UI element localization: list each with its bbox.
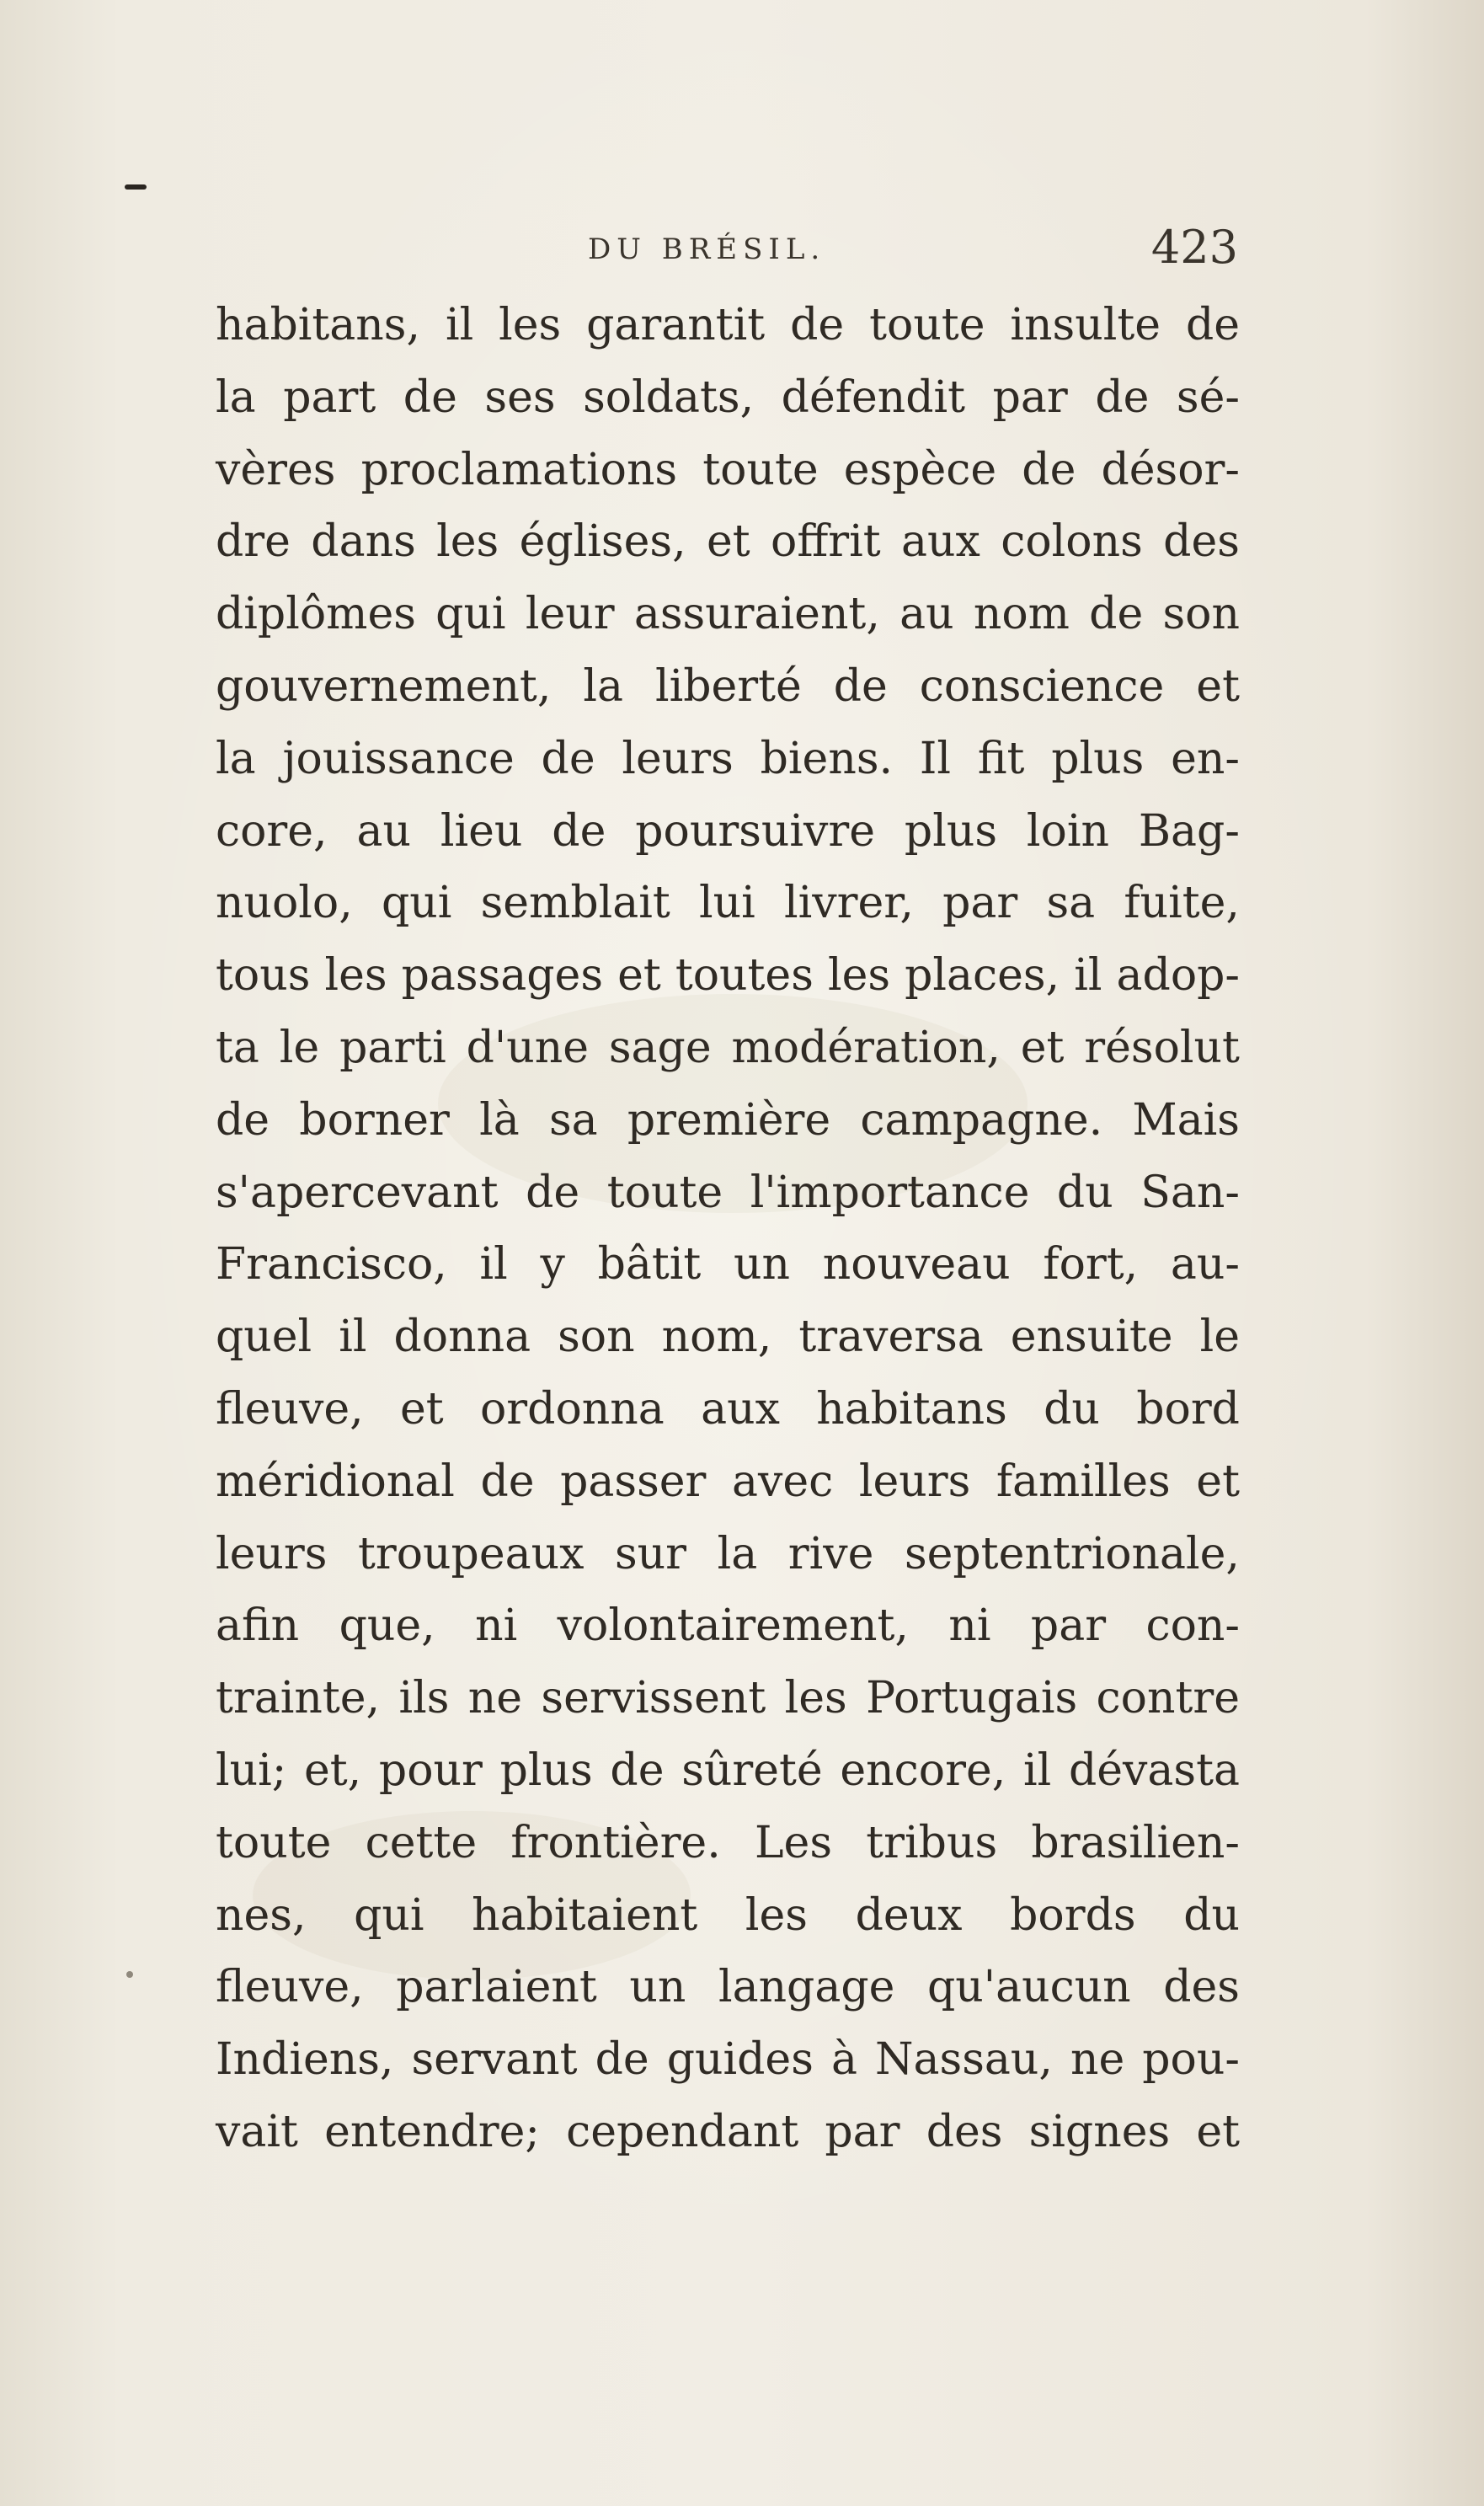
word: ne xyxy=(467,1673,523,1724)
word: pou- xyxy=(1142,2034,1240,2086)
word: avec xyxy=(731,1456,834,1507)
word: sé- xyxy=(1176,371,1240,423)
word: trainte, xyxy=(216,1673,381,1724)
word: les xyxy=(499,300,562,350)
word: contre xyxy=(1096,1673,1240,1724)
word: il xyxy=(1022,1745,1052,1796)
word: Francisco, xyxy=(216,1239,447,1290)
word: cette xyxy=(365,1817,478,1868)
word: ni xyxy=(948,1600,991,1652)
word: et xyxy=(617,950,661,1002)
word: leur xyxy=(525,589,615,640)
word: sûreté xyxy=(681,1745,823,1796)
word: défendit xyxy=(781,371,966,423)
word: guides xyxy=(666,2034,814,2086)
word: de xyxy=(552,805,606,857)
word: de xyxy=(1022,444,1076,495)
text-line xyxy=(216,1952,1240,2024)
text-line xyxy=(216,435,1240,507)
word: l'importance xyxy=(750,1167,1030,1218)
word: tous xyxy=(216,950,311,1002)
word: qu'aucun xyxy=(927,1962,1131,2013)
word: des xyxy=(1163,516,1240,568)
word: deux xyxy=(855,1889,963,1941)
word: de xyxy=(595,2034,649,2086)
word: en- xyxy=(1171,733,1240,784)
word: de xyxy=(403,371,457,423)
page-header xyxy=(217,221,1238,276)
word: espèce xyxy=(843,444,997,495)
text-line xyxy=(216,1013,1240,1085)
word: de xyxy=(216,1094,270,1146)
word: Indiens, xyxy=(216,2034,394,2086)
word: ta xyxy=(216,1022,259,1073)
word: nom, xyxy=(661,1312,772,1363)
word: ensuite xyxy=(1010,1312,1173,1363)
word: toute xyxy=(869,300,985,350)
word: de xyxy=(1095,371,1150,423)
word: nom xyxy=(973,589,1070,640)
word: les xyxy=(827,950,891,1002)
word: par xyxy=(1030,1600,1107,1652)
word: y xyxy=(540,1239,565,1290)
word: places, xyxy=(905,950,1060,1002)
word: son xyxy=(1162,589,1240,640)
word: toutes xyxy=(675,950,814,1002)
word: sur xyxy=(614,1528,687,1579)
word: méridional xyxy=(216,1456,455,1507)
word: il xyxy=(445,300,474,350)
running-head: DU BRÉSIL. xyxy=(588,232,826,266)
word: et xyxy=(399,1383,444,1435)
word: nouveau xyxy=(822,1239,1011,1290)
word: aux xyxy=(701,1383,780,1435)
word: frontière. xyxy=(510,1817,721,1868)
word: le xyxy=(279,1022,320,1073)
word: la xyxy=(216,371,256,423)
word: offrit xyxy=(771,516,881,568)
word: du xyxy=(1183,1889,1240,1941)
word: sa xyxy=(548,1094,598,1146)
word: sage xyxy=(608,1022,712,1073)
word: dans xyxy=(311,516,416,568)
word: églises, xyxy=(519,516,686,568)
word: ordonna xyxy=(480,1383,665,1435)
text-line xyxy=(216,1374,1240,1446)
word: biens. xyxy=(760,733,894,784)
word: dévasta xyxy=(1068,1745,1240,1796)
word: proclamations xyxy=(360,444,678,495)
word: afin xyxy=(216,1600,300,1652)
word: ils xyxy=(398,1673,450,1724)
text-line xyxy=(216,1446,1240,1519)
word: par xyxy=(825,2106,900,2157)
word: volontairement, xyxy=(557,1600,909,1652)
text-line xyxy=(216,506,1240,579)
word: s'apercevant xyxy=(216,1167,499,1218)
word: au- xyxy=(1170,1239,1240,1290)
word: qui xyxy=(381,878,452,929)
word: passages xyxy=(401,950,604,1002)
word: familles xyxy=(996,1456,1171,1507)
word: au xyxy=(356,805,411,857)
word: de xyxy=(480,1456,535,1507)
word: de xyxy=(1185,300,1240,350)
word: servissent xyxy=(541,1673,766,1724)
word: première xyxy=(627,1094,831,1146)
word: fuite, xyxy=(1124,878,1240,929)
text-line xyxy=(216,651,1240,724)
text-line xyxy=(216,290,1240,362)
word: là xyxy=(479,1094,520,1146)
word: langage xyxy=(718,1962,895,2013)
word: Bag- xyxy=(1138,805,1240,857)
word: liberté xyxy=(654,660,802,712)
word: d'une xyxy=(466,1022,589,1073)
word: jouissance xyxy=(282,733,515,784)
word: cependant xyxy=(566,2106,799,2157)
word: fleuve, xyxy=(216,1383,364,1435)
word: leurs xyxy=(622,733,734,784)
word: il xyxy=(479,1239,508,1290)
word: de xyxy=(541,733,595,784)
text-line xyxy=(216,1519,1240,1591)
word: vait xyxy=(216,2106,298,2157)
text-line xyxy=(216,579,1240,651)
word: du xyxy=(1056,1167,1113,1218)
word: qui xyxy=(354,1889,424,1941)
word: sa xyxy=(1046,878,1096,929)
word: encore, xyxy=(840,1745,1006,1796)
word: fleuve, xyxy=(216,1962,364,2013)
word: toute xyxy=(216,1817,332,1868)
word: tribus xyxy=(866,1817,998,1868)
word: désor- xyxy=(1101,444,1240,495)
word: et xyxy=(1196,2106,1240,2157)
word: livrer, xyxy=(783,878,914,929)
word: assuraient, xyxy=(633,589,880,640)
word: signes xyxy=(1028,2106,1171,2157)
word: con- xyxy=(1145,1600,1240,1652)
text-line xyxy=(216,1663,1240,1735)
word: adop- xyxy=(1116,950,1240,1002)
word: parti xyxy=(339,1022,446,1073)
word: et xyxy=(706,516,750,568)
word: gouvernement, xyxy=(216,660,552,712)
word: loin xyxy=(1026,805,1109,857)
word: fit xyxy=(977,733,1025,784)
word: à xyxy=(830,2034,857,2086)
word: poursuivre xyxy=(635,805,876,857)
word: par xyxy=(992,371,1068,423)
word: Nassau, xyxy=(875,2034,1053,2086)
word: aux xyxy=(901,516,980,568)
word: le xyxy=(1199,1312,1240,1363)
word: rive xyxy=(787,1528,874,1579)
word: borner xyxy=(299,1094,450,1146)
word: du xyxy=(1044,1383,1100,1435)
word: la xyxy=(216,733,256,784)
word: dre xyxy=(216,516,291,568)
word: nes, xyxy=(216,1889,307,1941)
word: les xyxy=(745,1889,808,1941)
word: et xyxy=(1196,1456,1240,1507)
word: et, xyxy=(304,1745,362,1796)
word: un xyxy=(734,1239,790,1290)
word: entendre; xyxy=(324,2106,540,2157)
margin-dot xyxy=(126,1971,133,1978)
word: soldats, xyxy=(583,371,755,423)
word: passer xyxy=(560,1456,707,1507)
word: ne xyxy=(1070,2034,1125,2086)
word: ses xyxy=(484,371,556,423)
text-line xyxy=(216,796,1240,868)
text-line xyxy=(216,868,1240,940)
word: semblait xyxy=(480,878,670,929)
word: plus xyxy=(904,805,997,857)
word: bord xyxy=(1136,1383,1240,1435)
word: les xyxy=(324,950,387,1002)
text-line xyxy=(216,1880,1240,1953)
word: vères xyxy=(216,444,336,495)
word: campagne. xyxy=(860,1094,1103,1146)
word: garantit xyxy=(586,300,766,350)
word: la xyxy=(717,1528,758,1579)
word: un xyxy=(629,1962,686,2013)
word: nuolo, xyxy=(216,878,353,929)
word: Les xyxy=(755,1817,833,1868)
word: les xyxy=(436,516,499,568)
text-line xyxy=(216,724,1240,796)
word: part xyxy=(283,371,376,423)
word: ni xyxy=(475,1600,518,1652)
word: que, xyxy=(339,1600,435,1652)
word: leurs xyxy=(216,1528,328,1579)
text-line xyxy=(216,940,1240,1013)
word: San- xyxy=(1140,1167,1240,1218)
word: brasilien- xyxy=(1031,1817,1240,1868)
word: bords xyxy=(1010,1889,1136,1941)
word: il xyxy=(1074,950,1102,1002)
word: son xyxy=(558,1312,635,1363)
word: de xyxy=(1089,589,1144,640)
word: des xyxy=(1163,1962,1240,2013)
word: de xyxy=(526,1167,580,1218)
text-line xyxy=(216,2097,1240,2169)
text-line xyxy=(216,1157,1240,1230)
word: plus xyxy=(1051,733,1145,784)
word: conscience xyxy=(919,660,1165,712)
word: donna xyxy=(393,1312,531,1363)
word: core, xyxy=(216,805,328,857)
word: et xyxy=(1020,1022,1065,1073)
margin-mark xyxy=(125,184,147,190)
body-text xyxy=(216,290,1240,2169)
page-number: 423 xyxy=(1150,221,1238,274)
word: de xyxy=(610,1745,665,1796)
word: insulte xyxy=(1010,300,1161,350)
word: habitans, xyxy=(216,300,421,350)
word: résolut xyxy=(1084,1022,1240,1073)
word: bâtit xyxy=(597,1239,702,1290)
text-line xyxy=(216,2024,1240,2097)
word: septentrionale, xyxy=(904,1528,1240,1579)
word: Mais xyxy=(1132,1094,1240,1146)
word: les xyxy=(784,1673,847,1724)
word: leurs xyxy=(858,1456,971,1507)
word: au xyxy=(899,589,954,640)
word: lui xyxy=(699,878,755,929)
word: la xyxy=(583,660,623,712)
word: pour xyxy=(378,1745,483,1796)
word: lieu xyxy=(440,805,523,857)
text-line xyxy=(216,362,1240,435)
word: traversa xyxy=(798,1312,984,1363)
text-line xyxy=(216,1085,1240,1157)
text-line xyxy=(216,1301,1240,1374)
word: toute xyxy=(702,444,819,495)
word: fort, xyxy=(1043,1239,1139,1290)
word: de xyxy=(833,660,888,712)
word: et xyxy=(1196,660,1240,712)
text-line xyxy=(216,1590,1240,1663)
text-line xyxy=(216,1229,1240,1301)
word: colons xyxy=(1001,516,1143,568)
word: il xyxy=(339,1312,367,1363)
word: lui; xyxy=(216,1745,287,1796)
word: diplômes xyxy=(216,589,416,640)
word: quel xyxy=(216,1312,312,1363)
text-line xyxy=(216,1735,1240,1808)
word: par xyxy=(942,878,1018,929)
word: Il xyxy=(919,733,952,784)
word: Portugais xyxy=(866,1673,1078,1724)
word: habitans xyxy=(816,1383,1007,1435)
word: qui xyxy=(435,589,506,640)
word: des xyxy=(926,2106,1003,2157)
word: plus xyxy=(499,1745,593,1796)
word: habitaient xyxy=(472,1889,698,1941)
word: servant xyxy=(411,2034,578,2086)
word: de xyxy=(790,300,845,350)
word: toute xyxy=(606,1167,723,1218)
word: parlaient xyxy=(396,1962,597,2013)
word: modération, xyxy=(731,1022,1001,1073)
word: troupeaux xyxy=(357,1528,585,1579)
text-line xyxy=(216,1808,1240,1880)
